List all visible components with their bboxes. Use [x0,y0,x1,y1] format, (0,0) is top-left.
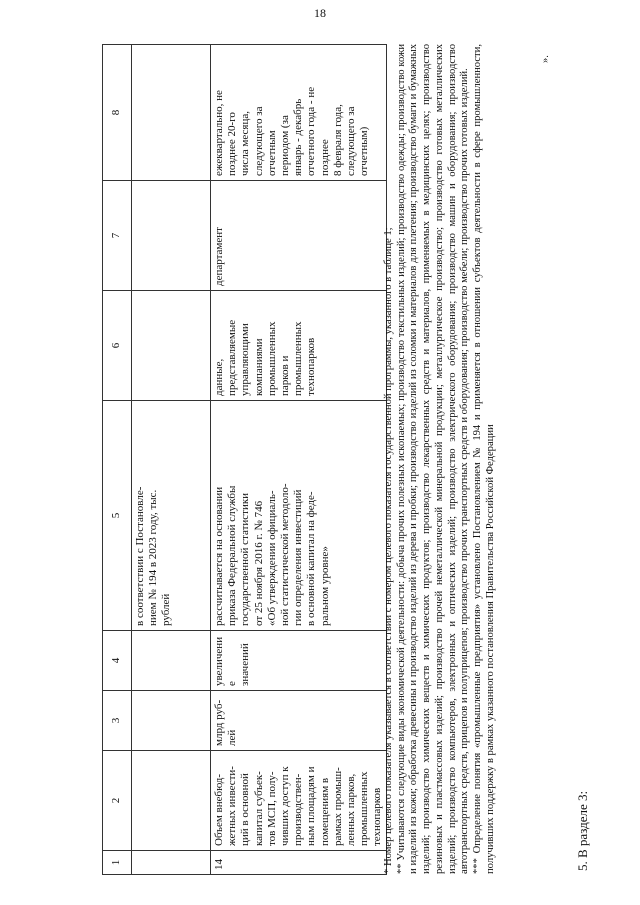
desired-direction: увеличение значений [211,631,387,691]
header-col-1: 1 [103,851,132,875]
footnote-3: *** Определение понятия «промышленные предприятия» установлено Постановлением № 194 и применяется в отношении субъектов деятельности в сфере промышленности, получивших поддержку в рамках указанного постановления Правительства Российской Федерации [471,44,496,874]
footnotes [383,44,497,874]
table-row [211,45,387,875]
calculation-method: рассчитывается на основании приказа Федеральной службы государственной статистики от 25 ноября 2016 г. № 746 «Об утверждении официаль- ной статистической методоло- гии определения инвестиций в основной капитал на феде- ральном уровне» [211,401,387,631]
footnote-2: ** Учитываются следующие виды экономической деятельности: добыча прочих полезных ископаемых; производство текстильных изделий; производство одежды; производство кожи и изделий из кожи; обработка древесины и производство изделий из дерева и пробки; производство изделий из соломки и материалов для плетения; производство бумаги и бумажных изделий; производство химических веществ и химических продуктов; производство лекарственных средств и материалов, применяемых в медицинских целях; производство резиновых и пластмассовых изделий; производство прочей неметаллической минеральной продукции; металлургическое производство; производство готовых металлических изделий; производство компьютеров, электронных и оптических изделий; производство электрического оборудования; производство машин и оборудования; производство автотранспортных средств, прицепов и полуприцепов; производство прочих транспортных средств и оборудования; производство мебели; производство прочих готовых изделий. [395,44,471,874]
empty-cell [132,851,211,875]
empty-cell [132,631,211,691]
header-col-5: 5 [103,401,132,631]
unit-of-measure: млрд руб- лей [211,691,387,751]
table-header-row [103,45,132,875]
header-col-2: 2 [103,751,132,851]
empty-cell [132,691,211,751]
empty-cell [132,181,211,291]
header-col-8: 8 [103,45,132,181]
footnote-1: * Номер целевого показателя указывается в соответствии с номером целевого показателя государственной программы, указанного в таблице 1; [383,227,394,874]
closing-quote-mark: ». [540,55,551,63]
page-number: 18 [314,6,326,20]
empty-cell [132,751,211,851]
indicators-table [102,44,387,875]
header-col-4: 4 [103,631,132,691]
responsible-body: департамент [211,181,387,291]
row-number: 14 [211,851,387,875]
empty-cell [132,45,211,181]
empty-cell [132,291,211,401]
table-row-continuation [132,45,211,875]
section-heading: 5. В разделе 3: [575,790,590,871]
reporting-period: ежеквартально, не позднее 20-го числа месяца, следующего за отчетным периодом (за январь - декабрь отчетного года - не позднее 8 февраля года, следующего за отчетным) [211,45,387,181]
header-col-3: 3 [103,691,132,751]
header-col-7: 7 [103,181,132,291]
data-source: данные, представляемые управляющими компаниями промышленных парков и промышленных технопарков [211,291,387,401]
continuation-method-cell: в соответствии с Постановле- нием № 194 в 2023 году, тыс. рублей [132,401,211,631]
indicator-name: Объем внебюд- жетных инвести- ций в основной капитал субъек- тов МСП, полу- чивших доступ к производствен- ным площадям и помещениям в рамках промыш- ленных парков, промышленных технопарков [211,751,387,851]
header-col-6: 6 [103,291,132,401]
